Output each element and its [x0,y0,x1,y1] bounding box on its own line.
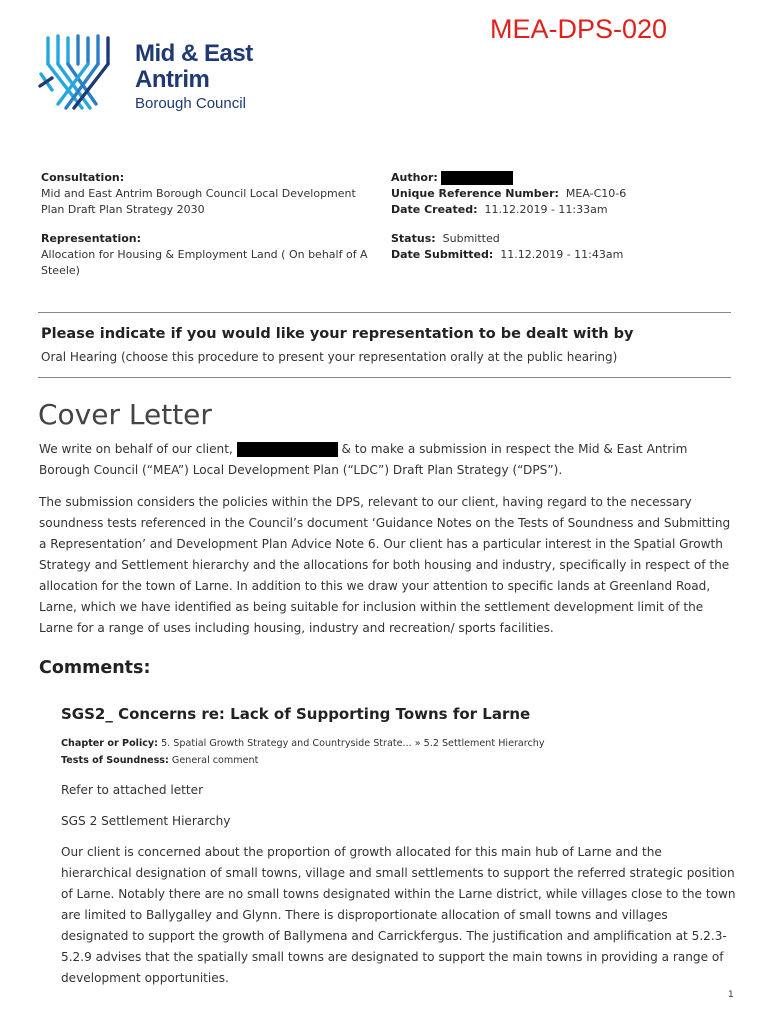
cover-p1-start: We write on behalf of our client, [39,442,233,456]
consultation-label: Consultation: [41,171,125,184]
consultation-block [41,170,381,218]
tests-label: Tests of Soundness: [61,755,169,766]
status-block [391,231,731,263]
council-logo-icon [38,34,134,118]
reference-value: MEA-C10-6 [565,187,627,200]
document-id: MEA-DPS-020 [490,14,668,44]
cover-paragraph-2: The submission considers the policies within the DPS, relevant to our client, having regard to the necessary soundness tests referenced in the Council’s document ‘Guidance Notes on the Tests of Soundness and Submitting a Representation’ and Development Plan Advice Note 6. Our client has a particular interest in the Spatial Growth Strategy and Settlement hierarchy and the allocations for both housing and industry, specifically in respect of the allocation for the town of Larne. In addition to this we draw your attention to specific lands at Greenland Road, Larne, which we have identified as being suitable for inclusion within the settlement development limit of the Larne for a range of uses including housing, industry and recreation/ sports facilities. [39,495,731,635]
comment-paragraph: Our client is concerned about the proportion of growth allocated for this main hub of Larne and the hierarchical designation of small towns, village and small settlements to support the referred strategic position of Larne. Notably there are no small towns designated within the Larne district, while villages close to the town are limited to Ballygalley and Glynn. There is disproportionate allocation of small towns and villages designated to support the growth of Ballymena and Carrickfergus. The justification and amplification at 5.2.3-5.2.9 advises that the spatially small towns are designated to support the main towns in providing a range of development opportunities. [61,845,736,985]
consultation-value: Mid and East Antrim Borough Council Local Development Plan Draft Plan Strategy 2030 [41,187,356,216]
chapter-value: 5. Spatial Growth Strategy and Countryside Strate... » 5.2 Settlement Hierarchy [161,738,545,749]
cover-letter-title: Cover Letter [38,398,212,431]
logo-line-2: Antrim [135,66,210,93]
status-value: Submitted [442,232,500,245]
date-submitted-label: Date Submitted: [391,248,494,261]
representation-block [41,231,371,279]
council-logo [38,34,278,114]
author-redaction [441,171,513,185]
tests-line [61,755,258,766]
preference-value: Oral Hearing (choose this procedure to present your representation orally at the public hearing) [41,350,618,364]
comments-heading: Comments: [39,658,151,678]
cover-p1-end: & to make a submission in respect the Mid & East Antrim Borough Council (“MEA”) Local Development Plan (“LDC”) Draft Plan Strategy (“DPS”). [39,442,688,477]
logo-line-1: Mid & East [135,40,253,67]
chapter-line [61,738,545,749]
date-submitted-value: 11.12.2019 - 11:43am [500,248,624,261]
cover-paragraph-1 [39,439,734,481]
comment-line-1: Refer to attached letter [61,783,204,797]
comment-line-2: SGS 2 Settlement Hierarchy [61,814,231,828]
preference-heading: Please indicate if you would like your representation to be dealt with by [41,326,634,342]
representation-label: Representation: [41,232,142,245]
divider-bottom [38,377,731,378]
date-created-value: 11.12.2019 - 11:33am [484,203,608,216]
reference-label: Unique Reference Number: [391,187,559,200]
comment-title: SGS2_ Concerns re: Lack of Supporting Towns for Larne [61,705,531,723]
divider-top [38,312,731,313]
client-redaction [237,442,338,457]
author-label: Author: [391,171,438,184]
logo-line-3: Borough Council [135,95,246,112]
author-block [391,170,731,218]
tests-value: General comment [171,755,259,766]
status-label: Status: [391,232,436,245]
date-created-label: Date Created: [391,203,478,216]
page-number: 1 [728,990,734,1000]
chapter-label: Chapter or Policy: [61,738,159,749]
representation-value: Allocation for Housing & Employment Land ( On behalf of A Steele) [41,248,368,277]
